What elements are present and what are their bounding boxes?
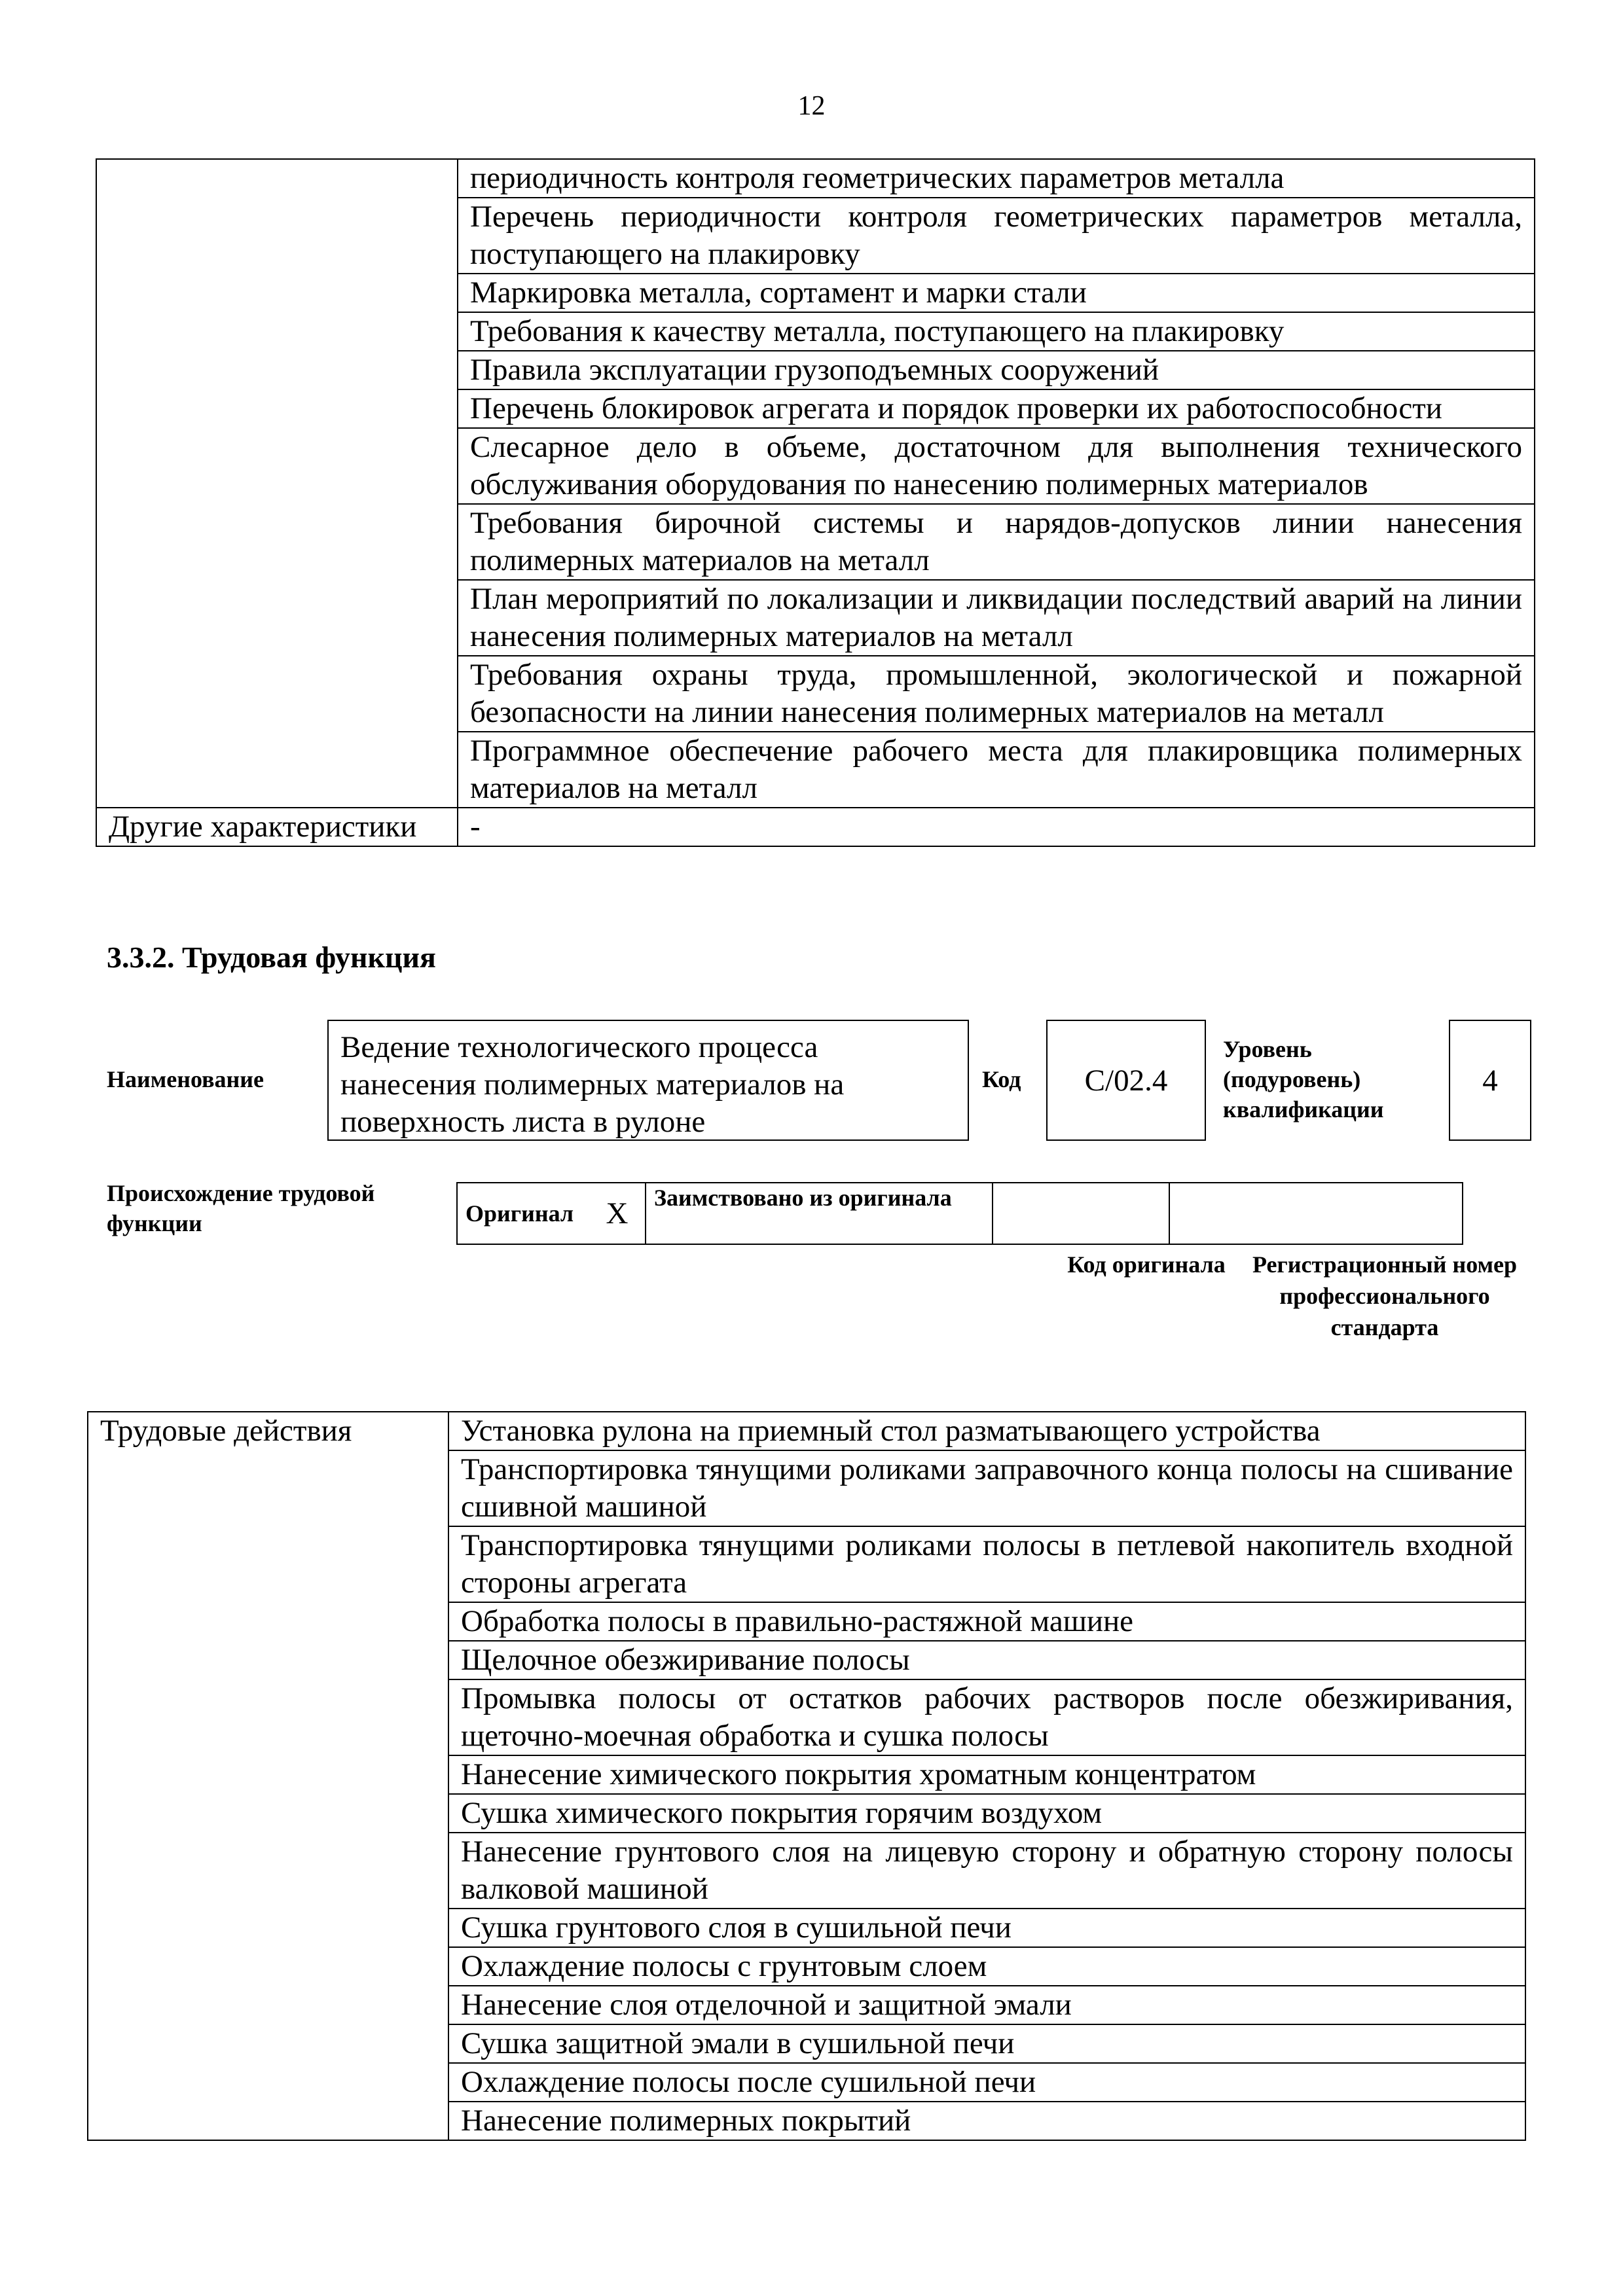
function-name-box: Ведение технологического процесса нанесения полимерных материалов на поверхность листа в рулоне: [327, 1020, 969, 1141]
code-label: Код: [982, 1066, 1021, 1092]
section-title: 3.3.2. Трудовая функция: [107, 941, 436, 974]
origin-code-cell: [993, 1183, 1169, 1244]
knowledge-row: Маркировка металла, сортамент и марки стали: [458, 274, 1535, 312]
knowledge-row: Слесарное дело в объеме, достаточном для выполнения технического обслуживания оборудования по нанесению полимерных материалов: [458, 428, 1535, 504]
knowledge-table: [96, 158, 1535, 847]
action-row: Щелочное обезжиривание полосы: [448, 1641, 1525, 1679]
action-row: Транспортировка тянущими роликами заправочного конца полосы на сшивание сшивной машиной: [448, 1450, 1525, 1526]
action-row: Сушка защитной эмали в сушильной печи: [448, 2024, 1525, 2063]
function-code-box: C/02.4: [1046, 1020, 1206, 1141]
origin-table: [456, 1182, 1463, 1245]
other-characteristics-label: Другие характеристики: [96, 808, 458, 846]
action-row: Установка рулона на приемный стол разматывающего устройства: [448, 1412, 1525, 1450]
action-row: Охлаждение полосы после сушильной печи: [448, 2063, 1525, 2102]
action-row: Нанесение слоя отделочной и защитной эмали: [448, 1986, 1525, 2024]
actions-table: [87, 1411, 1526, 2141]
origin-mark: X: [589, 1183, 646, 1244]
reg-caption: Регистрационный номер профессионального стандарта: [1252, 1251, 1518, 1340]
action-row: Обработка полосы в правильно-растяжной машине: [448, 1602, 1525, 1641]
action-row: Нанесение грунтового слоя на лицевую сторону и обратную сторону полосы валковой машиной: [448, 1833, 1525, 1909]
action-row: Нанесение полимерных покрытий: [448, 2102, 1525, 2140]
level-box: 4: [1449, 1020, 1531, 1141]
origin-reg-cell: [1169, 1183, 1463, 1244]
action-row: Сушка грунтового слоя в сушильной печи: [448, 1909, 1525, 1947]
action-row: Сушка химического покрытия горячим воздухом: [448, 1794, 1525, 1833]
actions-label: Трудовые действия: [88, 1412, 448, 2140]
origin-original: Оригинал: [457, 1183, 589, 1244]
origin-label: Происхождение трудовой функции: [107, 1180, 375, 1236]
knowledge-row: Требования охраны труда, промышленной, экологической и пожарной безопасности на линии нанесения полимерных материалов на металл: [458, 656, 1535, 732]
knowledge-row: Требования к качеству металла, поступающего на плакировку: [458, 312, 1535, 351]
action-row: Охлаждение полосы с грунтовым слоем: [448, 1947, 1525, 1986]
knowledge-row: Программное обеспечение рабочего места для плакировщика полимерных материалов на металл: [458, 732, 1535, 808]
knowledge-label-cell: [96, 159, 458, 808]
action-row: Промывка полосы от остатков рабочих растворов после обезжиривания, щеточно-моечная обработка и сушка полосы: [448, 1679, 1525, 1755]
origin-borrowed: Заимствовано из оригинала: [646, 1183, 993, 1244]
knowledge-row: План мероприятий по локализации и ликвидации последствий аварий на линии нанесения полимерных материалов на металл: [458, 580, 1535, 656]
knowledge-row: Перечень блокировок агрегата и порядок проверки их работоспособности: [458, 389, 1535, 428]
level-label: Уровень (подуровень) квалификации: [1223, 1036, 1384, 1122]
action-row: Транспортировка тянущими роликами полосы в петлевой накопитель входной стороны агрегата: [448, 1526, 1525, 1602]
action-row: Нанесение химического покрытия хроматным концентратом: [448, 1755, 1525, 1794]
knowledge-row: Перечень периодичности контроля геометрических параметров металла, поступающего на плакировку: [458, 198, 1535, 274]
name-label: Наименование: [107, 1066, 264, 1092]
other-characteristics-value: -: [458, 808, 1535, 846]
knowledge-row: Требования бирочной системы и нарядов-допусков линии нанесения полимерных материалов на металл: [458, 504, 1535, 580]
knowledge-row: периодичность контроля геометрических параметров металла: [458, 159, 1535, 198]
page-number: 12: [797, 91, 826, 121]
knowledge-row: Правила эксплуатации грузоподъемных сооружений: [458, 351, 1535, 389]
code-caption: Код оригинала: [1067, 1251, 1226, 1278]
